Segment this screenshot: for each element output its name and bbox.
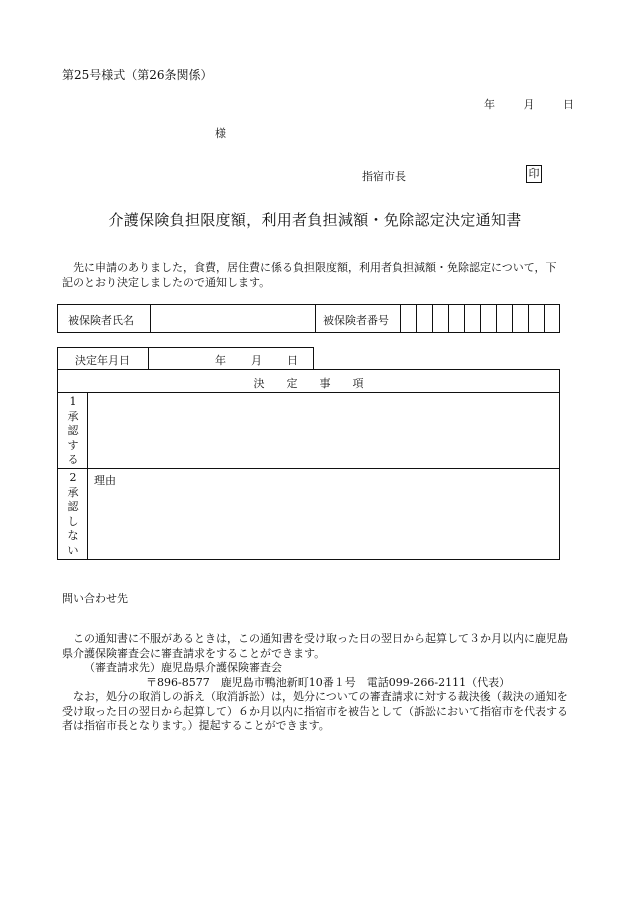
deny-char: な	[67, 529, 79, 542]
decision-date-label: 決定年月日	[75, 354, 130, 367]
insured-number-digit[interactable]	[401, 305, 416, 332]
decision-date-year: 年	[215, 354, 226, 367]
inquiry-label: 問い合わせ先	[62, 592, 128, 605]
insured-table	[57, 304, 560, 333]
approve-content-field[interactable]	[89, 393, 557, 467]
approve-char: 承	[67, 409, 79, 423]
issue-date-year: 年	[484, 98, 495, 111]
approve-char: す	[67, 438, 79, 452]
insured-number-digit[interactable]	[465, 305, 480, 332]
seal-stamp: 印	[526, 165, 542, 183]
approve-section-label	[58, 395, 88, 468]
insured-number-digit[interactable]	[513, 305, 528, 332]
issuer-name: 指宿市長	[362, 170, 406, 183]
insured-number-digit[interactable]	[497, 305, 512, 332]
deny-char: 承	[67, 485, 79, 499]
issue-date-month: 月	[523, 98, 535, 111]
appeal-destination: （審査請求先）鹿児島県介護保険審査会	[84, 661, 282, 674]
insured-number-digit[interactable]	[529, 305, 544, 332]
decision-date-day: 日	[287, 354, 298, 367]
decision-matters-table	[57, 369, 560, 560]
insured-number-digit[interactable]	[449, 305, 464, 332]
document-title: 介護保険負担限度額，利用者負担減額・免除認定決定通知書	[108, 211, 522, 229]
decision-date-month: 月	[251, 354, 262, 367]
deny-char: し	[67, 514, 79, 528]
insured-number-label: 被保険者番号	[323, 314, 389, 327]
insured-number-digit[interactable]	[417, 305, 432, 332]
decision-date-box	[57, 347, 314, 370]
appeal-address: 〒896-8577 鹿児島市鴨池新町10番１号 電話099-266-2111（代表）	[146, 675, 511, 689]
addressee-suffix: 様	[215, 127, 226, 140]
lawsuit-notice-text: なお，処分の取消しの訴え（取消訴訟）は，処分についての審査請求に対する裁決後（裁決の通知を受け取った日の翌日から起算して）６か月以内に指宿市を被告として（訴訟において指宿市を代表する者は指宿市長となります。）提起することができます。	[62, 690, 568, 732]
intro-text: 先に申請のありました，食費，居住費に係る負担限度額，利用者負担減額・免除認定について，下記のとおり決定しましたので通知します。	[62, 261, 557, 289]
deny-number: 2	[69, 471, 77, 484]
issue-date	[484, 96, 574, 112]
deny-char: 認	[67, 500, 79, 513]
appeal-notice-text: この通知書に不服があるときは，この通知書を受け取った日の翌日から起算して３か月以内に鹿児島県介護保険審査会に審査請求をすることができます。	[62, 632, 568, 660]
insured-number-digit[interactable]	[545, 305, 560, 332]
issue-date-day: 日	[563, 98, 574, 111]
insured-name-field[interactable]	[152, 305, 312, 332]
approve-char: る	[67, 453, 79, 466]
insured-number-digit[interactable]	[481, 305, 496, 332]
deny-section-label	[58, 471, 88, 558]
deny-reason-label: 理由	[94, 474, 116, 487]
approve-number: 1	[69, 395, 77, 408]
appeal-notice	[62, 632, 572, 734]
form-number: 第25号様式（第26条関係）	[62, 68, 213, 82]
insured-name-label: 被保険者氏名	[68, 314, 134, 327]
deny-char: い	[67, 543, 79, 557]
insured-number-digit[interactable]	[433, 305, 448, 332]
approve-char: 認	[67, 424, 79, 437]
decision-matters-header: 決 定 事 項	[253, 377, 364, 390]
